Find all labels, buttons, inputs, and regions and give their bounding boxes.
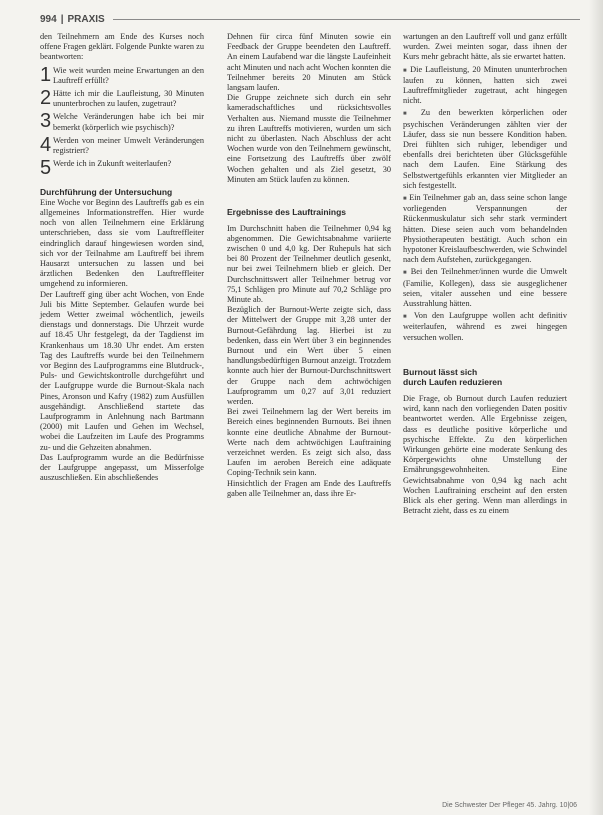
page-footer: Die Schwester Der Pfleger 45. Jahrg. 10|06 [442, 802, 577, 809]
heading-burnout-line2: durch Laufen reduzieren [403, 377, 503, 388]
col2-paragraph: Dehnen für circa fünf Minuten sowie ein Feedback der Gruppe beendeten den Lauftreff. An einem Laufabend war die längste Laufeinheit acht Minuten und nach acht Wochen konnten die Teilnehmer bereits 20 Minuten am Stück langsam laufen. [227, 32, 391, 93]
col1-intro: den Teilnehmern am Ende des Kurses noch offene Fragen geklärt. Folgende Punkte waren zu beantworten: [40, 32, 204, 62]
column-2 [227, 32, 391, 499]
page-spine-shadow [589, 0, 603, 815]
page-number: 994 [40, 13, 57, 25]
bullet-item: ■ Die Laufleistung, 20 Minuten ununterbrochen laufen zu können, hatten sich zwei Lauftreffmitglieder zugetraut, acht hingegen nicht. [403, 65, 567, 107]
col2-paragraph: Bei zwei Teilnehmern lag der Wert bereits im Bereich eines beginnenden Burnouts. Bei ihnen konnte eine deutliche Abnahme der Burnout-Werte nach dem achtwöchigen Lauftraining verzeichnet werden. Es zeigt sich also, dass Laufen im aeroben Bereich eine adäquate Coping-Technik sein kann. [227, 407, 391, 478]
col1-paragraph: Das Laufprogramm wurde an die Bedürfnisse der Laufgruppe angepasst, um Misserfolge auszuschließen. Ein abschließendes [40, 452, 204, 483]
header-separator: | [60, 13, 64, 25]
question-1: 1 Wie weit wurden meine Erwartungen an den Lauftreff erfüllt? [40, 63, 204, 86]
section-title: PRAXIS [67, 13, 105, 25]
header-rule [113, 19, 580, 20]
heading-durchfuehrung: Durchführung der Untersuchung [40, 187, 173, 198]
col1-paragraph: Eine Woche vor Beginn des Lauftreffs gab es ein allgemeines Informationstreffen. Hier wurde noch von allen Teilnehmern eine Erklärung unterschrieben, dass sie vom Lauftreffleiter eindringlich darauf hingewiesen worden sind, sich vor der Teilnahme am Lauftreff bei ihrem Hausarzt untersuchen zu lassen und bei ärztlichen Bedenken den Lauftreffleiter umgehend zu informieren. [40, 197, 204, 289]
question-4: 4 Werden von meiner Umwelt Veränderungen registriert? [40, 133, 204, 156]
bullet-item: ■ Bei den Teilnehmer/innen wurde die Umwelt (Familie, Kollegen), dass sie ausgeglichener seien, vitaler aussehen und eine bessere Ausstrahlung hätten. [403, 267, 567, 309]
col2-paragraph: Bezüglich der Burnout-Werte zeigte sich, dass der Mittelwert der Gruppe mit 3,28 unter der Burnout-Gefährdung lag. Hierbei ist zu bedenken, dass ein Wert über 3 ein beginnendes Burnout und ein Wert über 5 einen handlungsbedürftigen Burnout anzeigt. Trotzdem konnte auch hier der Burnout-Durchschnittswert der Gruppe nach dem achtwöchigen Laufprogramm um 0,27 auf 3,01 reduziert werden. [227, 305, 391, 406]
question-5: 5 Werde ich in Zukunft weiterlaufen? [40, 157, 172, 180]
col3-paragraph: Die Frage, ob Burnout durch Laufen reduziert wird, kann nach den vorliegenden Daten positiv beantwortet werden. Alle Ergebnisse zeigen, dass es deutliche positive körperliche und psychische Effekte. Zu den körperlichen Wirkungen gehörte eine moderate Senkung des Körpergewichts ohne Umstellung der Ernährungsgewohnheiten. Eine Gewichtsabnahme von 0,94 kg nach acht Wochen Lauftraining erscheint auf den ersten Blick als eher gering. Wenn man allerdings in Betracht zieht, dass es zu einem [403, 393, 567, 516]
question-3: 3 Welche Veränderungen habe ich bei mir bemerkt (körperlich wie psychisch)? [40, 110, 204, 133]
col1-paragraph: Der Lauftreff ging über acht Wochen, von Ende Juli bis Mitte September. Gelaufen wurde bei jedem Wetter zweimal wöchentlich, jeweils dienstags und donnerstags. Die Uhrzeit wurde auf 18.45 Uhr festgelegt, da der Tagdienst im Krankenhaus um 18.30 Uhr endet. Am ersten Tag des Lauftreffs wurde bei den Teilnehmern vor Beginn des Laufprogramms eine Blutdruck-, Puls- und Gewichtskontrolle durchgeführt und der Laufgruppe wurde die Burnout-Skala nach Pines, Aronson und Kafry (1982) zum Ausfüllen ausgehändigt. Anschließend startete das Laufprogramm in Anlehnung nach Bartmann (2000) mit Laufen und Gehen im Wechsel, wobei die Laufzeiten im Laufe des Programms zu- und die Gehzeiten abnahmen. [40, 289, 204, 452]
col3-paragraph: wartungen an den Lauftreff voll und ganz erfüllt wurden. Zwei meinten sogar, dass ihnen der Kurs mehr gebracht hätte, als sie erwartet hatten. [403, 32, 567, 62]
heading-burnout [403, 367, 567, 388]
col2-paragraph: Im Durchschnitt haben die Teilnehmer 0,94 kg abgenommen. Die Gewichtsabnahme variierte zwischen 0 und 4,0 kg. Der Ruhepuls hat sich bei 80 Prozent der Teilnehmer deutlich gesenkt, nur bei zwei Teilnehmern blieb er gleich. Der Durchschnittswert aller Teilnehmer betrug vor 75,1 Schlägen pro Minute auf 70,2 Schläge pro Minute ab. [227, 223, 391, 304]
col2-paragraph: Hinsichtlich der Fragen am Ende des Lauftreffs gaben alle Teilnehmer an, dass ihre Er- [227, 478, 391, 498]
running-header [40, 12, 580, 26]
bullet-item: ■ Ein Teilnehmer gab an, dass seine schon lange vorliegenden Verspannungen der Rückenmuskulatur sich sehr stark vermindert hätten. Diese seien auch vom behandelnden Physiotherapeuten bestätigt. Auch schon ein hypotoner Kreislaufbeschwerden, wie Schwindel nach dem Aufstehen, zurückgegangen. [403, 193, 567, 265]
column-1 [40, 32, 204, 483]
question-2: 2 Hätte ich mir die Laufleistung, 30 Minuten ununterbrochen zu laufen, zugetraut? [40, 87, 204, 110]
bullet-item: ■ Von den Laufgruppe wollen acht definitiv weiterlaufen, während es zwei hingegen versuchen wollen. [403, 311, 567, 343]
column-3 [403, 32, 567, 516]
bullet-item: ■ Zu den bewerkten körperlichen oder psychischen Veränderungen zählten vier der Läufer, dass sie nun bessere Kondition haben. Drei fühlten sich ruhiger, lebendiger und ebenfalls drei berichteten über Glücksgefühle nach dem Laufen. Eine Stärkung des Selbstwertgefühls erkannten vier Mitglieder an sich festgestellt. [403, 108, 567, 191]
heading-burnout-line1: Burnout lässt sich [403, 366, 478, 377]
col2-paragraph: Die Gruppe zeichnete sich durch ein sehr kameradschaftliches und rücksichtsvolles Verhalten aus. Niemand musste die Teilnehmer zu ihren Lauftreffs motivieren, wurden um sich nicht zu überlasten. Nach Abschluss der acht Wochen wurde von den Teilnehmern gewünscht, eine Fortsetzung des Lauftreffs über zwölf Wochen gehalten und als Ziel gesetzt, 30 Minuten am Stück laufen zu können. [227, 93, 391, 184]
heading-ergebnisse: Ergebnisse des Lauftrainings [227, 207, 347, 218]
